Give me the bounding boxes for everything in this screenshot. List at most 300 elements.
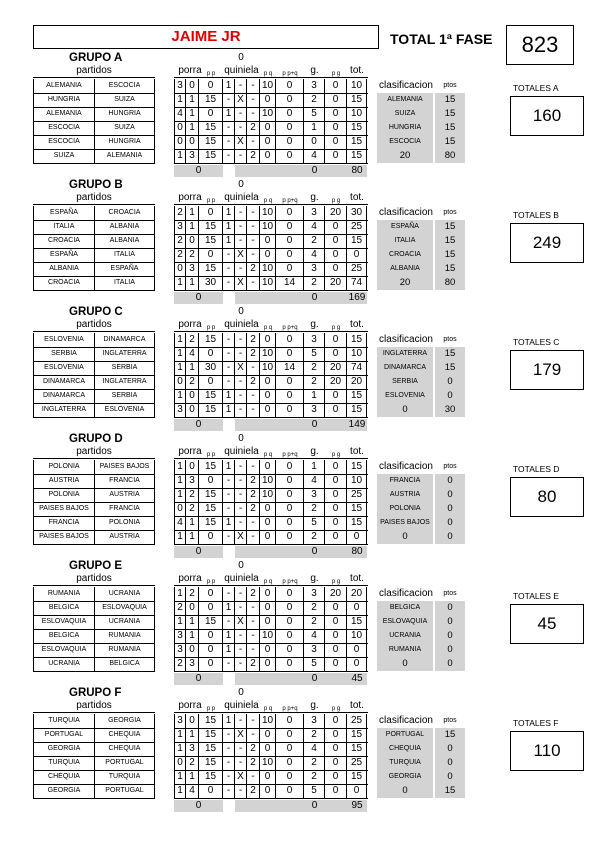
header-g: g. [310,700,319,711]
clasificacion-team: AUSTRIA [377,488,433,502]
score-cell: 0 [186,403,199,417]
score-cell: 4 [186,347,199,361]
match-row [33,643,368,657]
score-cell: 25 [347,714,367,728]
header-ppq: p p+q [282,325,298,331]
match-row [33,615,368,629]
score-cell: - [235,333,247,347]
header-quiniela: quiniela [224,573,259,584]
team-cell: PAISES BAJOS [33,530,95,544]
score-cell: 15 [347,121,367,135]
score-cell: 0 [276,347,304,361]
score-cell: 2 [186,756,199,770]
score-cell: 2 [247,587,260,601]
score-cell: 0 [199,629,223,643]
team-cell: CHEQUIA [33,770,95,784]
ptos-header: ptos [443,590,457,597]
score-cell: - [223,488,235,502]
clasificacion-points: 15 [435,220,465,234]
header-partidos: partidos [76,700,112,711]
score-cell: 2 [304,615,325,629]
score-cell: 15 [199,389,223,403]
score-cell: 0 [260,403,276,417]
score-cell: 1 [174,460,186,474]
clasificacion-header: clasificacion [379,207,433,218]
score-cell: 1 [223,643,235,657]
team-cell: ITALIA [33,220,95,234]
score-cell: 0 [260,93,276,107]
row-rule [174,544,368,545]
score-cell: 25 [347,220,367,234]
score-cell: 0 [199,107,223,121]
score-cell: 0 [174,262,186,276]
score-cell: 0 [260,234,276,248]
header-pp: p p [206,325,216,331]
sum-goles: 0 [311,419,318,430]
totales-value: 249 [510,223,584,263]
clasificacion-team: ESPAÑA [377,220,433,234]
score-cell: - [247,629,260,643]
score-cell: 20 [325,587,347,601]
score-cell: - [223,784,235,798]
score-cell: 15 [347,135,367,149]
score-cell: - [223,742,235,756]
score-cell: 0 [186,601,199,615]
sum-porra: 0 [174,546,223,558]
score-cell: 0 [199,643,223,657]
clasificacion-points: 15 [435,93,465,107]
score-cell: - [247,728,260,742]
score-cell: 0 [347,784,367,798]
sum-quiniela-group [235,673,347,685]
score-cell: 1 [223,206,235,220]
score-cell: - [235,389,247,403]
score-cell: - [223,756,235,770]
score-cell: 0 [325,262,347,276]
score-cell: 10 [260,79,276,93]
score-cell: 0 [276,587,304,601]
score-cell: 0 [186,460,199,474]
score-cell: 3 [304,488,325,502]
clasificacion-points: 0 [435,516,465,530]
group-b [33,179,578,303]
row-rule [33,671,155,672]
team-cell: FRANCIA [33,516,95,530]
score-cell: 1 [174,389,186,403]
match-row [33,488,368,502]
clasificacion-total-right: 0 [435,530,465,544]
clasificacion-team: RUMANIA [377,643,433,657]
score-cell: - [247,276,260,290]
team-cell: PAISES BAJOS [95,460,155,474]
score-cell: 15 [199,714,223,728]
team-cell: ESLOVENIA [95,403,155,417]
row-rule [174,290,368,291]
score-cell: 1 [223,389,235,403]
score-cell: 1 [186,770,199,784]
clasificacion-total-left: 20 [377,149,433,163]
clasificacion-team: HUNGRIA [377,121,433,135]
match-row [33,629,368,643]
header-porra: porra [178,192,202,203]
score-cell: 5 [304,784,325,798]
match-row [33,93,368,107]
score-cell: - [247,770,260,784]
score-cell: 3 [304,262,325,276]
score-cell: 25 [347,756,367,770]
header-porra: porra [178,65,202,76]
clasificacion-team: ALEMANIA [377,93,433,107]
clasificacion-points: 0 [435,474,465,488]
score-cell: 0 [260,135,276,149]
score-cell: 2 [304,375,325,389]
row-rule [174,417,368,418]
score-cell: 2 [304,770,325,784]
score-cell: 4 [304,149,325,163]
team-cell: ESLOVAQUIA [95,601,155,615]
clasificacion-points: 0 [435,770,465,784]
header-pq: p q [263,198,273,204]
score-cell: 1 [174,93,186,107]
score-cell: 0 [276,149,304,163]
team-cell: ALBANIA [95,220,155,234]
clasificacion-team: SUIZA [377,107,433,121]
score-cell: 0 [276,375,304,389]
team-cell: CROACIA [95,206,155,220]
team-cell: RUMANIA [33,587,95,601]
score-cell: 0 [199,474,223,488]
score-cell: 0 [325,248,347,262]
match-row [33,756,368,770]
score-cell: 0 [260,784,276,798]
score-cell: 1 [186,530,199,544]
score-cell: 1 [304,389,325,403]
header-quiniela: quiniela [224,446,259,457]
header-tot: tot. [350,192,364,203]
score-cell: 2 [247,333,260,347]
ptos-header: ptos [443,209,457,216]
sum-tot: 80 [347,546,367,558]
match-row [33,107,368,121]
score-cell: 1 [174,742,186,756]
sum-porra: 0 [174,292,223,304]
score-cell: 0 [174,135,186,149]
score-cell: 1 [304,121,325,135]
score-cell: 3 [186,742,199,756]
totales-label: TOTALES F [513,718,559,728]
score-cell: 1 [186,629,199,643]
team-cell: ALBANIA [95,234,155,248]
team-cell: CROACIA [33,234,95,248]
score-cell: 0 [276,107,304,121]
score-cell: 0 [199,530,223,544]
header-rule [33,204,155,205]
team-cell: INGLATERRA [33,403,95,417]
sum-quiniela: 0 [238,560,244,571]
score-cell: - [235,629,247,643]
score-cell: 0 [325,79,347,93]
score-cell: 0 [276,333,304,347]
header-ppq: p p+q [282,71,298,77]
score-cell: - [223,770,235,784]
match-row [33,770,368,784]
header-pq: p q [263,706,273,712]
group-a [33,52,578,176]
row-rule [174,163,368,164]
clasificacion-points: 15 [435,234,465,248]
row-rule [33,544,155,545]
score-cell: 0 [276,714,304,728]
team-cell: ALEMANIA [33,107,95,121]
header-rule [174,712,368,713]
header-pg: p g [331,579,341,585]
score-cell: 0 [260,502,276,516]
score-cell: - [223,474,235,488]
match-row [33,262,368,276]
score-cell: 0 [186,79,199,93]
score-cell: 2 [247,375,260,389]
group-title: GRUPO F [69,687,122,699]
team-cell: SERBIA [95,389,155,403]
team-cell: RUMANIA [95,643,155,657]
score-cell: 10 [347,79,367,93]
score-cell: - [223,135,235,149]
score-cell: - [223,333,235,347]
score-cell: 15 [199,728,223,742]
score-cell: 3 [186,262,199,276]
team-cell: ESPAÑA [33,248,95,262]
score-cell: 15 [199,460,223,474]
score-cell: 0 [186,234,199,248]
score-cell: 2 [304,728,325,742]
score-cell: 1 [223,79,235,93]
header-pp: p p [206,452,216,458]
score-cell: - [247,107,260,121]
header-partidos: partidos [76,573,112,584]
score-cell: 0 [325,530,347,544]
sum-goles: 0 [311,292,318,303]
score-cell: 0 [260,375,276,389]
score-cell: 15 [199,333,223,347]
score-cell: 0 [186,714,199,728]
score-cell: 0 [260,530,276,544]
score-cell: 0 [276,742,304,756]
score-cell: 1 [174,728,186,742]
score-cell: 0 [325,714,347,728]
score-cell: 1 [223,220,235,234]
score-cell: 15 [199,262,223,276]
score-cell: 15 [199,93,223,107]
team-cell: ITALIA [95,248,155,262]
score-cell: 0 [276,460,304,474]
score-cell: 1 [174,347,186,361]
score-cell: X [235,135,247,149]
score-cell: 1 [186,276,199,290]
score-cell: X [235,248,247,262]
score-cell: 0 [260,149,276,163]
team-cell: PORTUGAL [95,756,155,770]
score-cell: 3 [304,333,325,347]
score-cell: 15 [347,742,367,756]
score-cell: 20 [325,375,347,389]
score-cell: 0 [199,347,223,361]
sum-porra: 0 [174,800,223,812]
player-name: JAIME JR [33,25,379,49]
match-row [33,587,368,601]
clasificacion-total-right: 30 [435,403,465,417]
score-cell: 3 [174,629,186,643]
score-cell: 1 [186,615,199,629]
score-cell: 10 [347,474,367,488]
score-cell: 0 [276,516,304,530]
header-rule [33,331,155,332]
header-pq: p q [263,579,273,585]
score-cell: 10 [260,206,276,220]
header-rule [33,458,155,459]
score-cell: 30 [199,276,223,290]
score-cell: 15 [199,220,223,234]
match-row [33,248,368,262]
score-cell: 0 [260,389,276,403]
header-pg: p g [331,325,341,331]
team-cell: ESPAÑA [33,206,95,220]
score-cell: 0 [260,601,276,615]
header-g: g. [310,319,319,330]
clasificacion-points: 0 [435,502,465,516]
score-cell: - [247,93,260,107]
team-cell: UCRANIA [95,615,155,629]
clasificacion-total-left: 0 [377,784,433,798]
score-cell: - [235,784,247,798]
score-cell: - [235,657,247,671]
clasificacion-points: 15 [435,361,465,375]
clasificacion-team: PAISES BAJOS [377,516,433,530]
match-row [33,742,368,756]
score-cell: 1 [174,530,186,544]
score-cell: 0 [276,770,304,784]
score-cell: 1 [186,93,199,107]
match-row [33,234,368,248]
sum-tot: 169 [348,292,366,303]
score-cell: 0 [276,403,304,417]
score-cell: 0 [260,121,276,135]
score-cell: 25 [347,262,367,276]
score-cell: 20 [347,375,367,389]
team-cell: ESCOCIA [33,121,95,135]
score-cell: X [235,615,247,629]
score-cell: - [247,361,260,375]
match-row [33,276,368,290]
clasificacion-points: 15 [435,107,465,121]
score-cell: 3 [174,79,186,93]
sum-quiniela-group [235,546,347,558]
score-cell: 2 [174,657,186,671]
group-f [33,687,578,811]
score-cell: - [247,135,260,149]
score-cell: 0 [199,587,223,601]
score-cell: - [235,643,247,657]
score-cell: 10 [260,474,276,488]
score-cell: 0 [276,79,304,93]
score-cell: 1 [223,601,235,615]
score-cell: 15 [347,502,367,516]
group-title: GRUPO D [69,433,123,445]
score-cell: - [235,79,247,93]
row-rule [33,163,155,164]
clasificacion-points: 15 [435,347,465,361]
sum-quiniela: 0 [238,52,244,63]
score-cell: 2 [186,375,199,389]
score-cell: 0 [174,502,186,516]
team-cell: FRANCIA [95,502,155,516]
score-cell: 0 [325,389,347,403]
sum-porra: 0 [174,673,223,685]
score-cell: 3 [186,149,199,163]
match-row [33,403,368,417]
score-cell: 15 [199,403,223,417]
score-cell: 0 [325,770,347,784]
score-cell: - [235,220,247,234]
row-rule [33,290,155,291]
score-cell: 2 [304,502,325,516]
score-cell: 2 [174,248,186,262]
score-cell: 2 [186,248,199,262]
score-cell: 15 [347,149,367,163]
score-cell: 10 [347,347,367,361]
team-cell: SUIZA [33,149,95,163]
score-cell: 0 [260,657,276,671]
header-g: g. [310,446,319,457]
score-cell: 15 [199,135,223,149]
score-cell: - [223,262,235,276]
header-quiniela: quiniela [224,65,259,76]
header-pq: p q [263,452,273,458]
score-cell: 30 [199,361,223,375]
score-cell: 2 [247,121,260,135]
team-cell: PORTUGAL [95,784,155,798]
score-cell: 5 [304,657,325,671]
score-cell: 1 [186,361,199,375]
clasificacion-team: ESLOVAQUIA [377,615,433,629]
ptos-header: ptos [443,463,457,470]
score-cell: 0 [276,135,304,149]
team-cell: DINAMARCA [33,389,95,403]
score-cell: 0 [276,728,304,742]
score-cell: 15 [347,770,367,784]
clasificacion-team: ITALIA [377,234,433,248]
score-cell: 3 [174,714,186,728]
score-cell: 2 [247,149,260,163]
team-cell: ITALIA [95,276,155,290]
score-cell: 3 [174,643,186,657]
score-cell: 1 [223,714,235,728]
team-cell: SUIZA [95,93,155,107]
score-cell: 1 [174,488,186,502]
totales-value: 179 [510,350,584,390]
header-ppq: p p+q [282,706,298,712]
clasificacion-team: GEORGIA [377,770,433,784]
clasificacion-header: clasificacion [379,334,433,345]
score-cell: 20 [325,276,347,290]
match-row [33,121,368,135]
header-tot: tot. [350,573,364,584]
group-d [33,433,578,557]
score-cell: 0 [347,643,367,657]
score-cell: 2 [174,206,186,220]
team-cell: AUSTRIA [95,488,155,502]
score-cell: 0 [325,347,347,361]
total-phase-value: 823 [506,25,574,65]
